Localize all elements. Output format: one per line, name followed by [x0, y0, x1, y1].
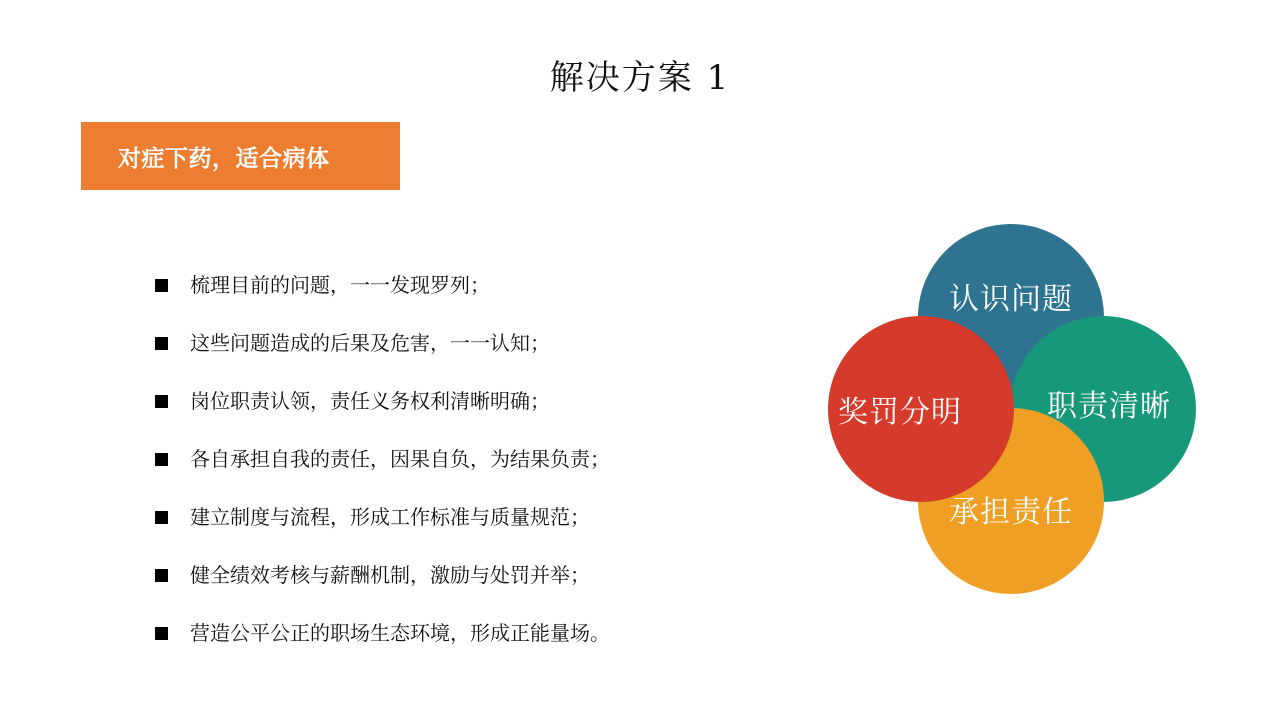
square-bullet-icon: [155, 395, 168, 408]
list-item-text: 建立制度与流程，形成工作标准与质量规范；: [190, 505, 590, 529]
list-item: [155, 618, 610, 676]
square-bullet-icon: [155, 627, 168, 640]
list-item-text: 各自承担自我的责任，因果自负，为结果负责；: [190, 447, 610, 471]
slide-title: 解决方案 1: [549, 58, 731, 98]
square-bullet-icon: [155, 511, 168, 524]
list-item-text: 健全绩效考核与薪酬机制，激励与处罚并举；: [190, 563, 590, 587]
venn-label-left: 奖罚分明: [838, 395, 962, 430]
list-item: [155, 560, 610, 618]
list-item: [155, 328, 610, 386]
list-item: [155, 444, 610, 502]
venn-label-right: 职责清晰: [1047, 389, 1171, 424]
venn-label-top: 认识问题: [949, 282, 1073, 317]
list-item-text: 岗位职责认领，责任义务权利清晰明确；: [190, 389, 550, 413]
list-item: [155, 270, 610, 328]
square-bullet-icon: [155, 279, 168, 292]
list-item: [155, 502, 610, 560]
list-item-text: 营造公平公正的职场生态环境，形成正能量场。: [190, 621, 610, 645]
list-item-text: 梳理目前的问题，一一发现罗列；: [190, 273, 490, 297]
four-circle-diagram: [820, 216, 1204, 600]
bullet-list: [155, 270, 610, 676]
square-bullet-icon: [155, 453, 168, 466]
list-item-text: 这些问题造成的后果及危害，一一认知；: [190, 331, 550, 355]
section-banner: [81, 122, 400, 190]
section-banner-label: 对症下药，适合病体: [118, 145, 330, 172]
square-bullet-icon: [155, 569, 168, 582]
venn-label-bottom: 承担责任: [949, 495, 1073, 530]
square-bullet-icon: [155, 337, 168, 350]
list-item: [155, 386, 610, 444]
